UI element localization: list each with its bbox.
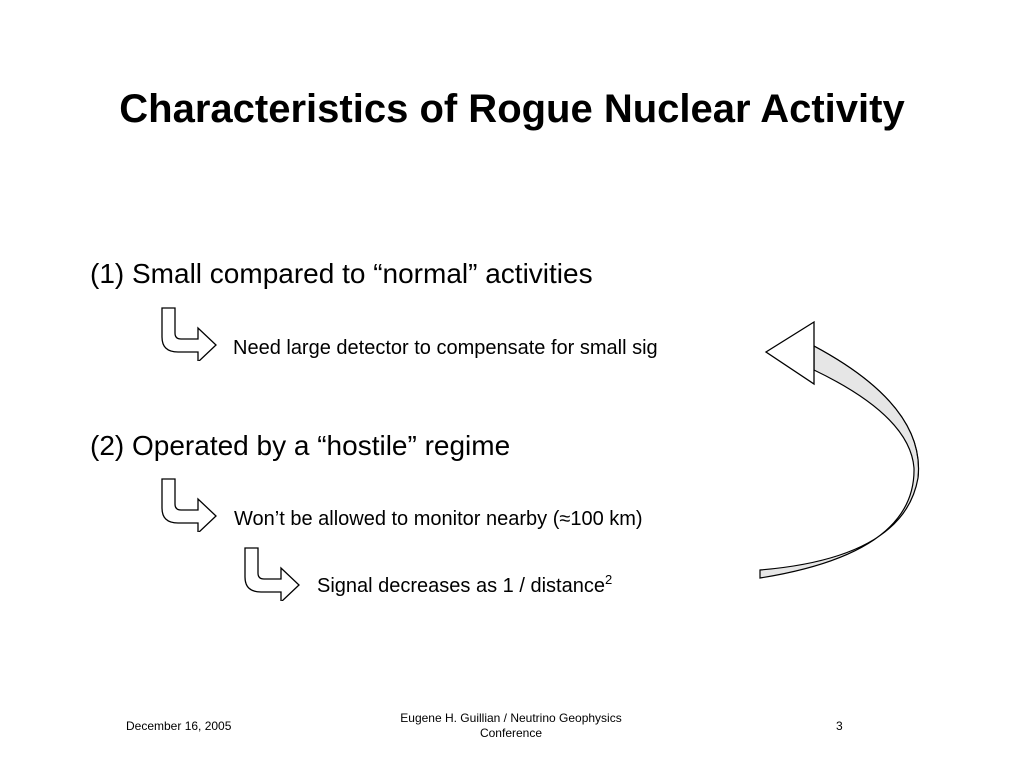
bent-arrow-icon — [160, 305, 218, 361]
footer-author-line2: Conference — [479, 726, 543, 740]
bent-arrow-icon — [160, 476, 218, 532]
bent-arrow-icon — [243, 545, 301, 601]
point-small-compared: (1) Small compared to “normal” activities — [90, 258, 593, 289]
consequence-signal-decreases — [317, 573, 612, 599]
footer-page-number: 3 — [836, 719, 843, 733]
curved-return-arrow-icon — [752, 318, 932, 588]
footer-author-line1: Eugene H. Guillian / Neutrino Geophysics — [400, 711, 622, 725]
footer-author — [372, 711, 650, 741]
consequence-large-detector: Need large detector to compensate for small sig — [233, 337, 658, 359]
distance-exponent: 2 — [604, 572, 613, 587]
footer-date: December 16, 2005 — [126, 719, 232, 733]
signal-decreases-text: Signal decreases as 1 / distance — [317, 575, 605, 597]
consequence-no-nearby-monitoring: Won’t be allowed to monitor nearby (≈100 km) — [234, 508, 643, 530]
slide-title: Characteristics of Rogue Nuclear Activity — [119, 87, 905, 131]
point-hostile-regime: (2) Operated by a “hostile” regime — [90, 430, 511, 461]
